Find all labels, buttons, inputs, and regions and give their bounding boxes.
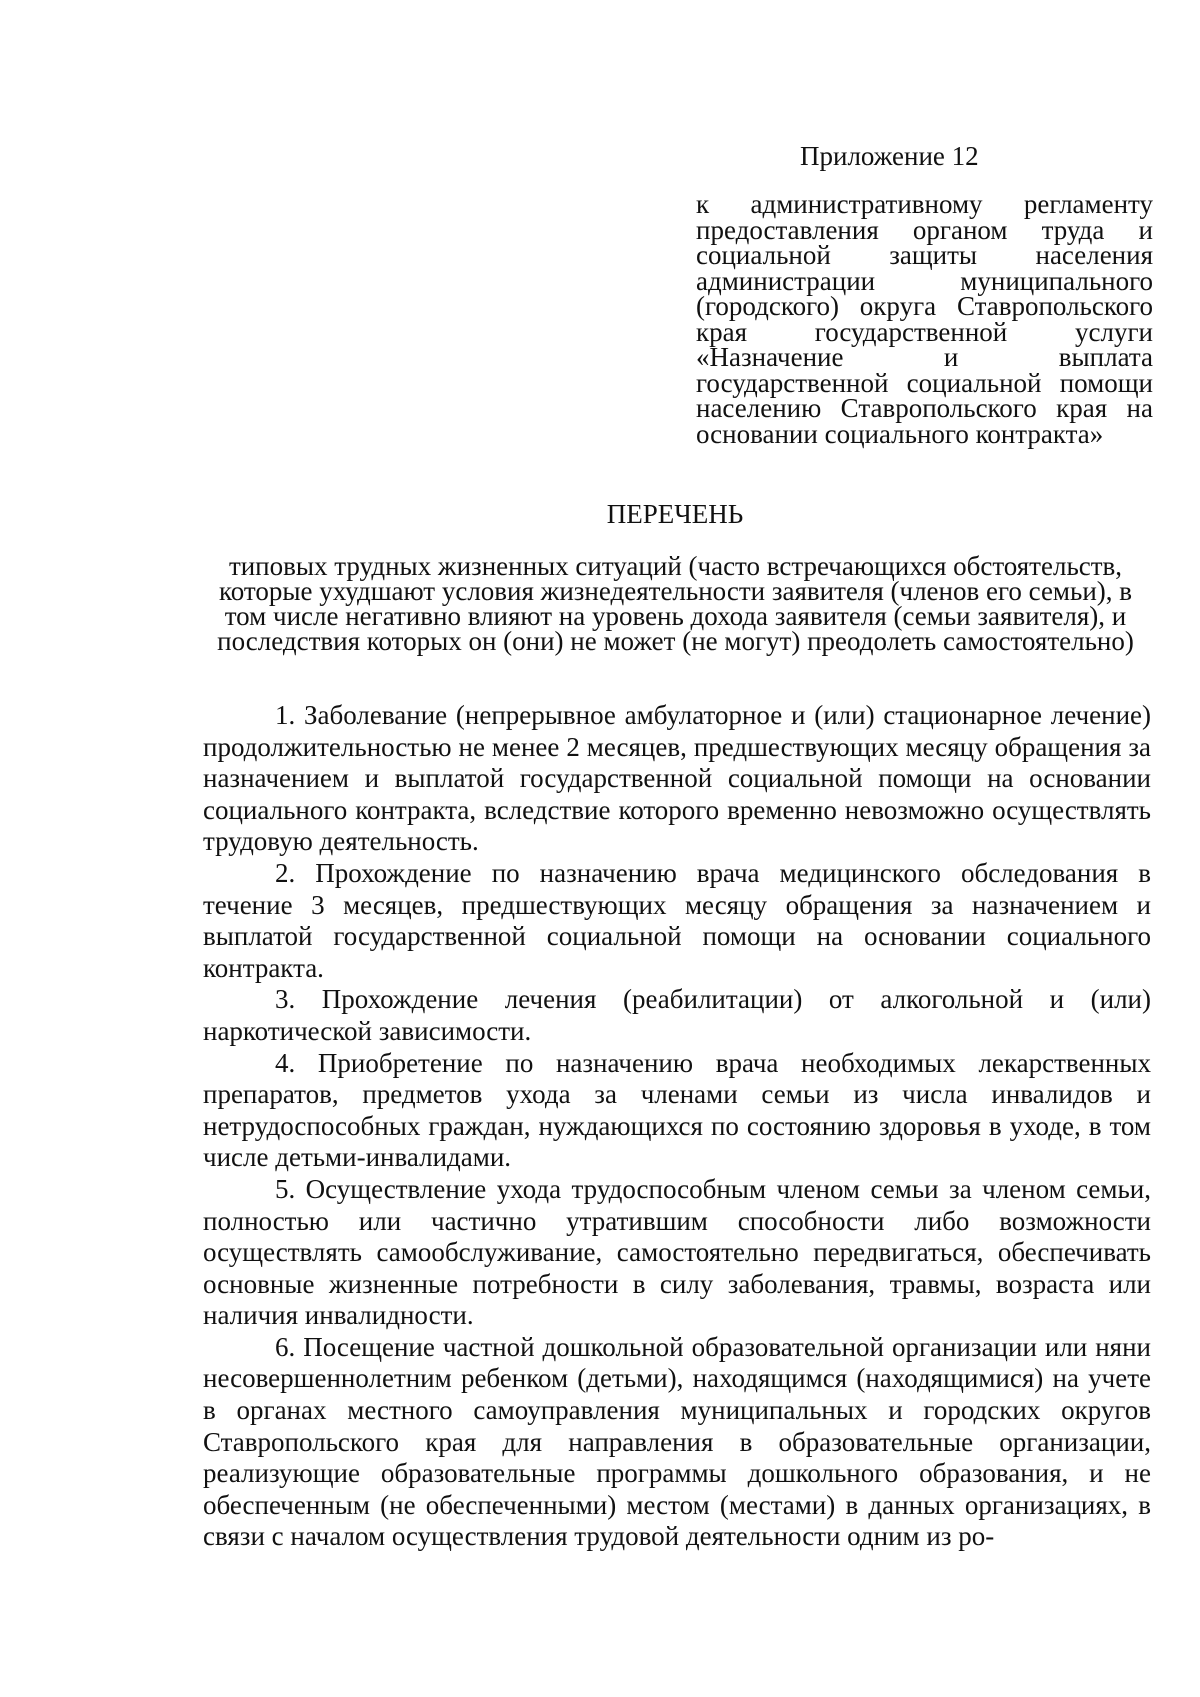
document-heading: ПЕРЕЧЕНЬ [606,499,744,529]
list-item: 2. Прохождение по назначению врача медицинского обследования в течение 3 месяцев, предшествующих месяцу обращения за назначением и выплатой государственной социальной помощи на основании социального контракта. [203,857,1151,983]
list-item: 3. Прохождение лечения (реабилитации) от алкогольной и (или) наркотической зависимости. [203,984,1151,1046]
list-item: 5. Осуществление ухода трудоспособным членом семьи за членом семьи, полностью или частично утратившим способности либо возможности осуществлять самообслуживание, самостоятельно передвигаться, обеспечивать основные жизненные потребности в силу заболевания, травмы, возраста или наличия инвалидности. [203,1173,1151,1331]
appendix-title: Приложение 12 [800,141,979,171]
list-item: 1. Заболевание (непрерывное амбулаторное и (или) стационарное лечение) продолжительностью не менее 2 месяцев, предшествующих месяцу обращения за назначением и выплатой государственной социальной помощи на основании социального контракта, вследствие которого временно невозможно осуществлять трудовую деятельность. [203,700,1151,857]
situations-list [203,700,1151,1553]
document-heading-subtitle: типовых трудных жизненных ситуаций (часто встречающихся обстоятельств, которые ухудшают условия жизнедеятельности заявителя (членов его семьи), в том числе негативно влияют на уровень дохода заявителя (семьи заявителя), и последствия которых он (они) не может (не могут) преодолеть самостоятельно) [217,551,1134,656]
appendix-subtitle: к административному регламенту предоставления органом труда и социальной защиты населения администрации муниципального (городского) округа Ставропольского края государственной услуги «Назначение и выплата государственной социальной помощи населению Ставропольского края на основании социального контракта» [696,189,1153,449]
list-item: 6. Посещение частной дошкольной образовательной организации или няни несовершеннолетним ребенком (детьми), находящимся (находящимися) на учете в органах местного самоуправления муниципальных и городских округов Ставропольского края для направления в образовательные организации, реализующие образовательные программы дошкольного образования, и не обеспеченным (не обеспеченными) местом (местами) в данных организациях, в связи с началом осуществления трудовой деятельности одним из ро- [203,1331,1151,1552]
list-item: 4. Приобретение по назначению врача необходимых лекарственных препаратов, предметов ухода за членами семьи из числа инвалидов и нетрудоспособных граждан, нуждающихся по состоянию здоровья в уходе, в том числе детьми-инвалидами. [203,1047,1151,1173]
